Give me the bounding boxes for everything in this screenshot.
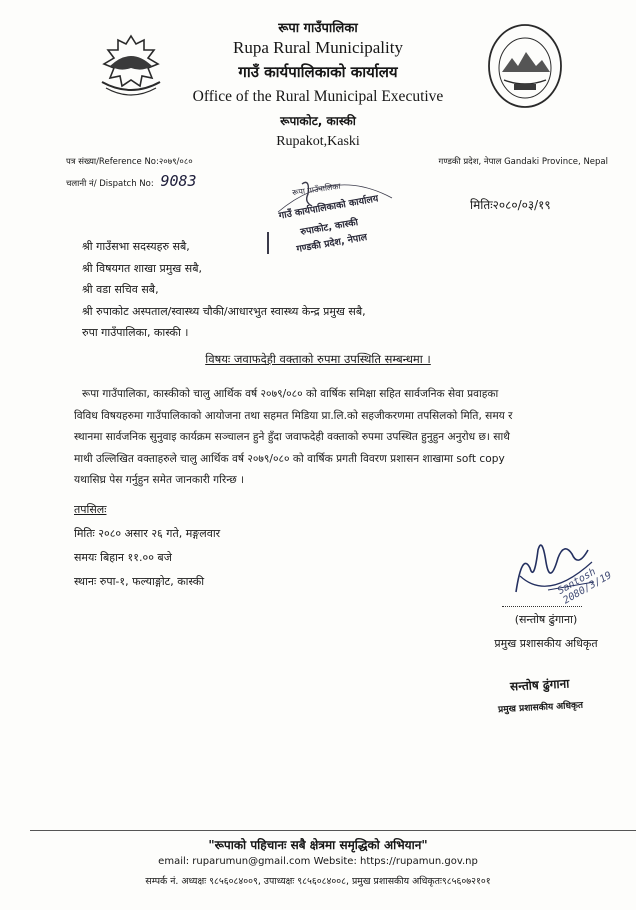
dispatch-label: चलानी नं/ Dispatch No: — [66, 179, 154, 189]
recipient-line: श्री विषयगत शाखा प्रमुख सबै, — [82, 261, 203, 275]
recipient-line: श्री वडा सचिव सबै, — [82, 283, 159, 296]
header-title-english: Rupa Rural Municipality — [233, 38, 403, 57]
province-text: गण्डकी प्रदेश, नेपाल Gandaki Province, Nepal — [438, 157, 608, 167]
footer-divider — [30, 830, 636, 831]
recipient-line: श्री रुपाकोट अस्पताल/स्वास्थ्य चौकी/आधारभुत स्वास्थ्य केन्द्र प्रमुख सबै, — [82, 304, 366, 318]
signature-dotted-line — [502, 606, 582, 607]
body-paragraph — [74, 384, 604, 492]
details-date: मितिः २०८० असार २६ गते, मङ्गलवार — [74, 527, 221, 540]
recipient-line: श्री गाउँसभा सदस्यहरु सबै, — [82, 240, 190, 253]
reference-label: पत्र संख्या/Reference No: — [66, 157, 159, 167]
footer-slogan: "रूपाको पहिचानः सबै क्षेत्रमा समृद्धिको अभियान" — [208, 838, 428, 852]
body-line: रूपा गाउँपालिका, कास्कीको चालु आर्थिक वर्ष २०७९/०८० को वार्षिक समिक्षा सहित सार्वजनिक सेवा प्रवाहका — [82, 388, 499, 400]
dispatch-value: 9083 — [160, 172, 197, 190]
footer-contact-web: email: ruparumun@gmail.com Website: https://rupamun.gov.np — [158, 856, 478, 867]
subject-line: विषयः जवाफदेही वक्ताको रुपमा उपस्थिति सम्बन्धमा । — [205, 352, 431, 366]
details-time: समयः बिहान ११.०० बजे — [74, 551, 172, 564]
nepal-emblem-icon — [92, 32, 170, 104]
dispatch-number — [66, 172, 266, 190]
header-place-devanagari: रूपाकोट, कास्की — [280, 114, 356, 128]
signatory-title: प्रमुख प्रशासकीय अधिकृत — [494, 637, 598, 650]
header-place-english: Rupakot,Kaski — [276, 134, 360, 149]
header-office-devanagari: गाउँ कार्यपालिकाको कार्यालय — [238, 63, 398, 81]
header-office-english: Office of the Rural Municipal Executive — [192, 88, 444, 105]
details-heading: तपसिलः — [74, 503, 107, 516]
recipients-list — [82, 236, 502, 344]
stamp-line-4: गण्डकी प्रदेश, नेपाल — [295, 231, 368, 256]
footer-contact-phone: सम्पर्क नं. अध्यक्षः ९८५६०८४००९, उपाध्यक्षः ९८५६०८४००८, प्रमुख प्रशासकीय अधिकृतः९८५६०७२१०१ — [145, 876, 491, 887]
stamp-line-1: रूपा गाउँपालिका — [291, 181, 342, 198]
municipality-seal-icon — [486, 22, 564, 110]
details-place: स्थानः रुपा-१, फल्याङ्गोट, कास्की — [74, 575, 205, 588]
body-line: यथासिघ्र पेस गर्नुहुन समेत जानकारी गरिन्छ । — [74, 474, 245, 486]
signatory-name: (सन्तोष ढुंगाना) — [514, 613, 578, 626]
signature-stamp-name: सन्तोष ढुंगाना — [509, 676, 570, 694]
body-line: स्थानमा सार्वजनिक सुनुवाइ कार्यक्रम सञ्चालन हुने हुँदा जवाफदेही वक्ताको रुपमा उपस्थित हुनुहुन अनुरोध छ। साथै — [74, 431, 510, 443]
body-line: माथी उल्लिखित वक्ताहरुले चालु आर्थिक वर्ष २०७९/०८० को वार्षिक प्रगती विवरण प्रशासन शाखामा soft copy — [74, 452, 505, 465]
signature-stamp-title: प्रमुख प्रशासकीय अधिकृत — [497, 700, 584, 716]
stamp-line-3: रुपाकोट, कास्की — [299, 217, 359, 238]
header-title-devanagari: रूपा गाउँपालिका — [278, 21, 358, 36]
recipient-line: रुपा गाउँपालिका, कास्की । — [82, 326, 189, 339]
stamp-line-2: गाउँ कार्यपालिकाको कार्यालय — [277, 193, 380, 222]
letter-date: मितिः२०८०/०३/१९ — [470, 198, 551, 212]
reference-value: २०७९/०८० — [158, 157, 193, 167]
signature-handwriting: Santosh 2080/3/19 — [555, 566, 614, 607]
reference-number — [66, 156, 266, 167]
body-line: विविध विषयहरुमा गाउँपालिकाको आयोजना तथा सहमत मिडिया प्रा.लि.को सहजीकरणमा तपसिलको मिति, समय र — [74, 409, 513, 422]
